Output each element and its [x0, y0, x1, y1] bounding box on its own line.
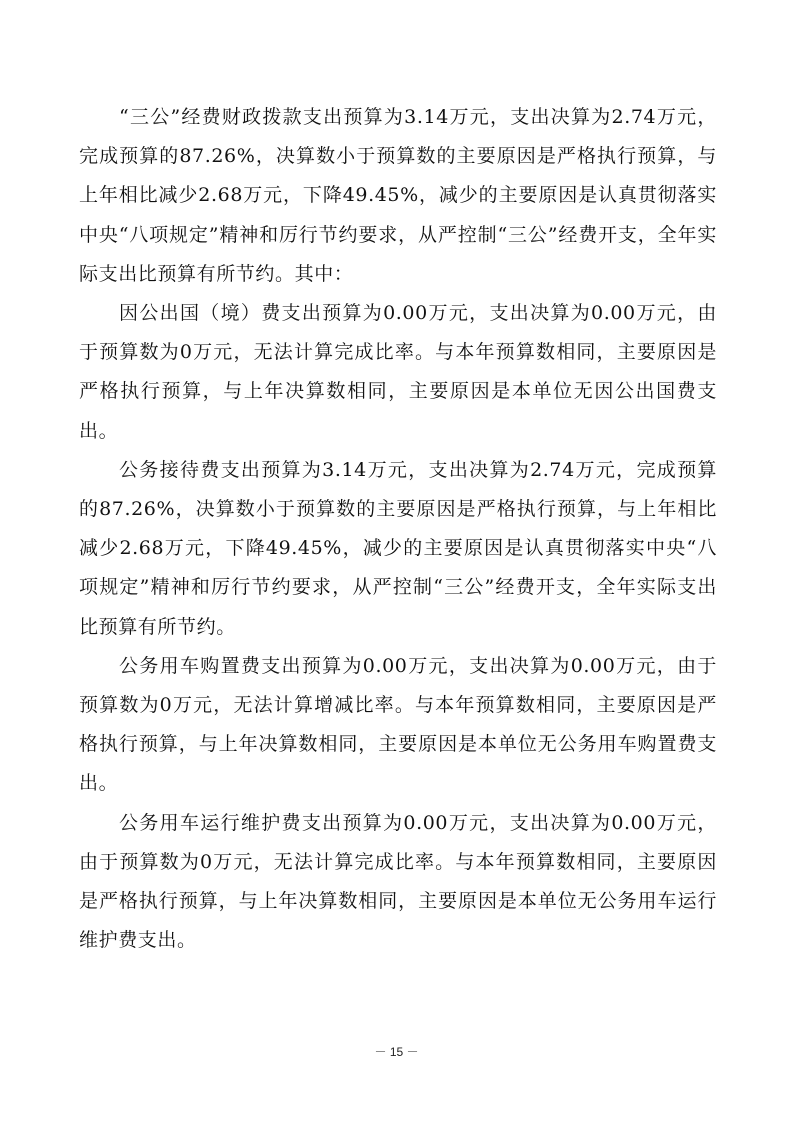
- paragraph-vehicle-maintenance: 公务用车运行维护费支出预算为0.00万元，支出决算为0.00万元，由于预算数为0万元，无法计算完成比率。与本年预算数相同，主要原因是严格执行预算，与上年决算数相同，主要原因是本单位无公务用车运行维护费支出。: [79, 811, 717, 952]
- document-body: [79, 98, 717, 960]
- paragraph-three-public-expenses: “三公”经费财政拨款支出预算为3.14万元，支出决算为2.74万元，完成预算的87.26%，决算数小于预算数的主要原因是严格执行预算，与上年相比减少2.68万元，下降49.45%，减少的主要原因是认真贯彻落实中央“八项规定”精神和厉行节约要求，从严控制“三公”经费开支，全年实际支出比预算有所节约。其中：: [79, 106, 717, 285]
- paragraph-overseas-travel: 因公出国（境）费支出预算为0.00万元，支出决算为0.00万元，由于预算数为0万元，无法计算完成比率。与本年预算数相同，主要原因是严格执行预算，与上年决算数相同，主要原因是本单位无因公出国费支出。: [79, 302, 717, 442]
- paragraph-official-reception: 公务接待费支出预算为3.14万元，支出决算为2.74万元，完成预算的87.26%，决算数小于预算数的主要原因是严格执行预算，与上年相比减少2.68万元，下降49.45%，减少的主要原因是认真贯彻落实中央“八项规定”精神和厉行节约要求，从严控制“三公”经费开支，全年实际支出比预算有所节约。: [79, 458, 717, 638]
- paragraph-vehicle-purchase: 公务用车购置费支出预算为0.00万元，支出决算为0.00万元，由于预算数为0万元，无法计算增减比率。与本年预算数相同，主要原因是严格执行预算，与上年决算数相同，主要原因是本单位无公务用车购置费支出。: [79, 654, 717, 795]
- page-number: － 15 －: [374, 1045, 419, 1059]
